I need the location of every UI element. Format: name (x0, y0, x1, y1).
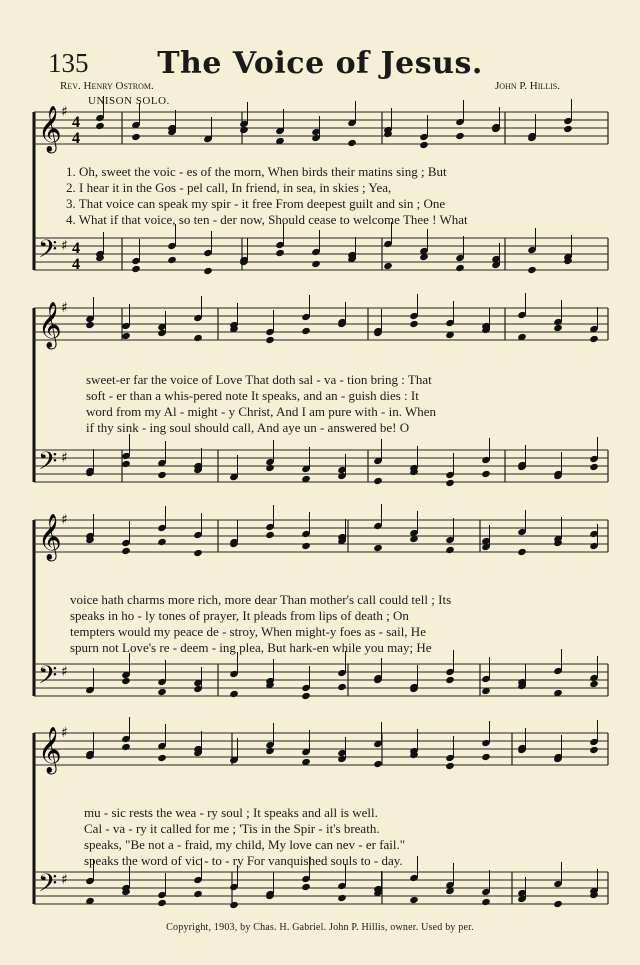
note-head (157, 754, 167, 762)
lyric-line: 2. I hear it in the Gos - pel call, In friend, in sea, in skies ; Yea, (66, 180, 392, 195)
note-head (121, 677, 131, 685)
sharp-icon: ♯ (61, 104, 68, 120)
lyric-line: voice hath charms more rich, more dear Than mother's call could tell ; Its (70, 592, 452, 607)
lyric-line: if thy sink - ing soul should call, And aye un - answered be! O (86, 420, 410, 435)
note-head (193, 334, 203, 342)
time-signature-top: 4 (72, 114, 80, 131)
note-head (121, 743, 131, 751)
note-head (445, 479, 455, 487)
note-head (481, 753, 491, 761)
treble-clef-icon: 𝄞 (38, 514, 62, 560)
note-head (157, 471, 167, 479)
note-head (373, 477, 383, 485)
note-head (229, 901, 239, 909)
note-head (589, 463, 599, 471)
performance-note: UNISON SOLO. (88, 95, 170, 107)
note-head (265, 336, 275, 344)
note-head (121, 460, 131, 468)
note-head (121, 547, 131, 555)
note-head (131, 133, 141, 141)
note-head (445, 676, 455, 684)
lyric-line: 3. That voice can speak my spir - it free From deepest guilt and sin ; One (66, 196, 446, 211)
note-head (553, 324, 563, 332)
note-head (203, 267, 213, 275)
note-head (481, 898, 491, 906)
note-head (193, 549, 203, 557)
time-signature-bottom: 4 (72, 256, 80, 273)
note-head (301, 327, 311, 335)
note-head (95, 122, 105, 130)
bass-clef-icon: 𝄢 (38, 661, 58, 696)
bass-clef-icon: 𝄢 (38, 869, 58, 904)
lyric-line: word from my Al - might - y Christ, And I am pure with - in. When (86, 404, 436, 419)
note-head (589, 680, 599, 688)
note-head (589, 335, 599, 343)
treble-clef-icon: 𝄞 (38, 302, 62, 348)
hymn-number: 135 (48, 48, 89, 78)
note-head (157, 538, 167, 546)
note-head (373, 760, 383, 768)
treble-clef-icon: 𝄞 (38, 727, 62, 773)
note-head (301, 883, 311, 891)
lyric-line: soft - er than a whis-pered note It speaks, and an - guish dies : It (86, 388, 419, 403)
sharp-icon: ♯ (61, 512, 68, 528)
note-head (131, 265, 141, 273)
note-head (167, 256, 177, 264)
note-head (311, 260, 321, 268)
time-signature-bottom: 4 (72, 130, 80, 147)
treble-clef-icon: 𝄞 (38, 106, 62, 152)
note-head (589, 746, 599, 754)
note-head (445, 546, 455, 554)
lyric-line: speaks, "Be not a - fraid, my child, My love can nev - er fail." (84, 837, 406, 852)
sharp-icon: ♯ (61, 664, 68, 680)
lyric-line: sweet-er far the voice of Love That doth sal - va - tion bring : That (86, 372, 432, 387)
sharp-icon: ♯ (61, 450, 68, 466)
note-head (337, 683, 347, 691)
note-head (157, 899, 167, 907)
sharp-icon: ♯ (61, 300, 68, 316)
note-head (409, 320, 419, 328)
note-head (373, 544, 383, 552)
note-head (445, 762, 455, 770)
note-head (347, 139, 357, 147)
note-head (265, 464, 275, 472)
note-head (455, 264, 465, 272)
note-head (383, 262, 393, 270)
note-head (527, 266, 537, 274)
lyric-line: spurn not Love's re - deem - ing plea, But hark-en while you may; He (70, 640, 432, 655)
note-head (193, 890, 203, 898)
note-head (85, 321, 95, 329)
note-head (553, 900, 563, 908)
note-head (517, 548, 527, 556)
bass-clef-icon: 𝄢 (38, 235, 58, 270)
lyricist: Rev. Henry Ostrom. (60, 80, 154, 92)
bass-clef-icon: 𝄢 (38, 447, 58, 482)
sharp-icon: ♯ (61, 725, 68, 741)
composer: John P. Hillis. (495, 80, 561, 92)
note-head (455, 132, 465, 140)
lyric-line: 1. Oh, sweet the voic - es of the morn, When birds their matins sing ; But (66, 164, 447, 179)
note-head (275, 249, 285, 257)
copyright-notice: Copyright, 1903, by Chas. H. Gabriel. John P. Hillis, owner. Used by per. (166, 922, 474, 933)
sharp-icon: ♯ (61, 238, 68, 254)
note-head (239, 126, 249, 134)
sharp-icon: ♯ (61, 872, 68, 888)
time-signature-top: 4 (72, 240, 80, 257)
note-head (265, 531, 275, 539)
note-head (301, 692, 311, 700)
lyric-line: 4. What if that voice, so ten - der now, Should cease to welcome Thee ! What (66, 212, 468, 227)
lyric-line: Cal - va - ry it called for me ; 'Tis in the Spir - it's breath. (84, 821, 380, 836)
note-head (229, 690, 239, 698)
note-head (337, 894, 347, 902)
note-head (301, 542, 311, 550)
note-head (265, 747, 275, 755)
lyric-line: speaks in ho - ly tones of prayer, It pleads from lips of death ; On (70, 608, 409, 623)
note-head (157, 688, 167, 696)
hymn-title: The Voice of Jesus. (157, 46, 483, 81)
lyric-line: speaks the word of vic - to - ry For vanquished souls to - day. (84, 853, 403, 868)
note-head (481, 470, 491, 478)
note-head (419, 141, 429, 149)
note-head (121, 332, 131, 340)
note-head (563, 125, 573, 133)
lyric-line: tempters would my peace de - stroy, When might-y foes as - sail, He (70, 624, 426, 639)
lyric-line: mu - sic rests the wea - ry soul ; It speaks and all is well. (84, 805, 378, 820)
note-head (409, 896, 419, 904)
